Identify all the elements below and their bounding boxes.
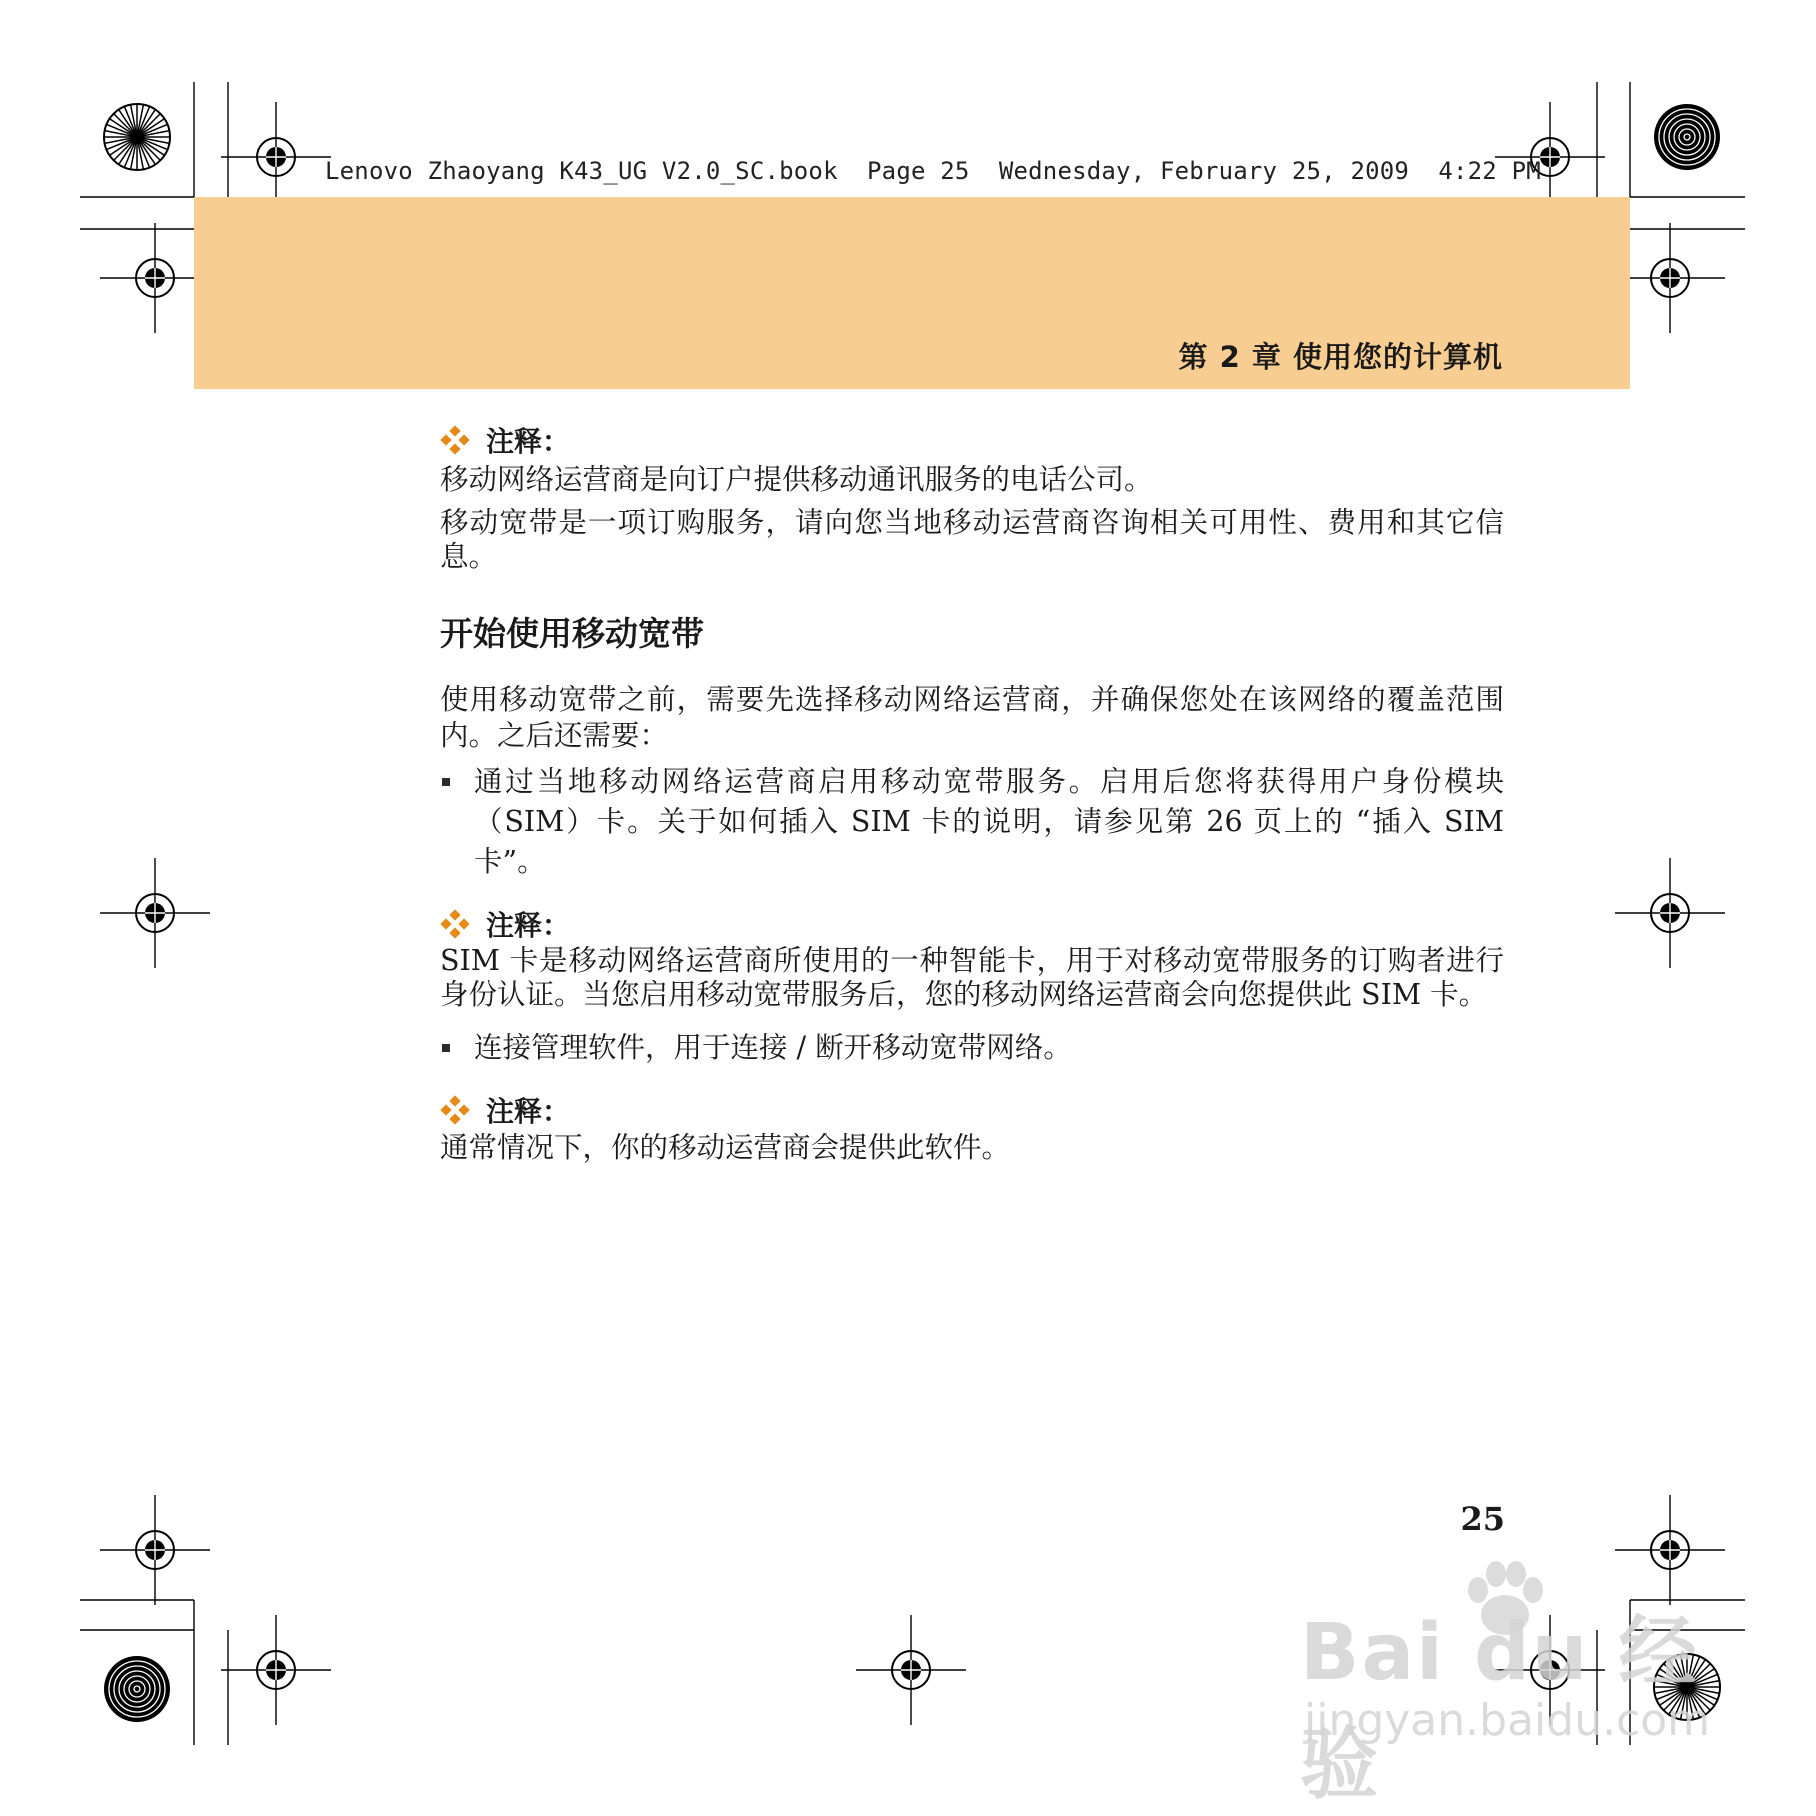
- note-title: 注释：: [486, 909, 571, 942]
- note-diamond-icon: [440, 909, 470, 939]
- book-file-info: Lenovo Zhaoyang K43_UG V2.0_SC.book Page 25 Wednesday, February 25, 2009 4:22 PM: [325, 157, 1541, 185]
- note-diamond-icon: [440, 425, 470, 455]
- note-paragraph: 移动网络运营商是向订户提供移动通讯服务的电话公司。: [440, 463, 1153, 496]
- requirements-list: [440, 762, 1504, 882]
- intro-paragraph: 使用移动宽带之前，需要先选择移动网络运营商，并确保您处在该网络的覆盖范围内。之后还需要：: [440, 683, 1504, 752]
- note-heading: [440, 420, 1504, 460]
- bullet-icon: [442, 1044, 450, 1052]
- list-item: [440, 762, 1504, 882]
- requirements-list: [440, 1028, 1504, 1068]
- list-item: [440, 1028, 1504, 1068]
- note-title: 注释：: [486, 1095, 571, 1128]
- bullet-icon: [442, 778, 450, 786]
- section-heading: 开始使用移动宽带: [440, 614, 704, 653]
- note-diamond-icon: [440, 1095, 470, 1125]
- note-heading: [440, 1090, 1504, 1130]
- page-number: 25: [1460, 1500, 1505, 1538]
- note-paragraph: 通常情况下，你的移动运营商会提供此软件。: [440, 1131, 1011, 1164]
- note-title: 注释：: [486, 425, 571, 458]
- watermark-brand: Bai du 经验: [1300, 1608, 1699, 1810]
- note-paragraph: SIM 卡是移动网络运营商所使用的一种智能卡，用于对移动宽带服务的订购者进行身份认证。当您启用移动宽带服务后，您的移动网络运营商会向您提供此 SIM 卡。: [440, 944, 1504, 1011]
- note-paragraph: 移动宽带是一项订购服务，请向您当地移动运营商咨询相关可用性、费用和其它信息。: [440, 506, 1504, 573]
- list-item-text: 通过当地移动网络运营商启用移动宽带服务。启用后您将获得用户身份模块 （SIM）卡。关于如何插入 SIM 卡的说明，请参见第 26 页上的 “插入 SIM 卡”。: [474, 765, 1504, 878]
- watermark-url: jingyan.baidu.com: [1304, 1695, 1711, 1746]
- page-content: [440, 420, 1504, 1166]
- note-heading: [440, 904, 1504, 944]
- list-item-text: 连接管理软件，用于连接 / 断开移动宽带网络。: [474, 1031, 1072, 1064]
- baidu-watermark: [1300, 1560, 1720, 1810]
- chapter-title: 第 2 章 使用您的计算机: [1178, 340, 1503, 374]
